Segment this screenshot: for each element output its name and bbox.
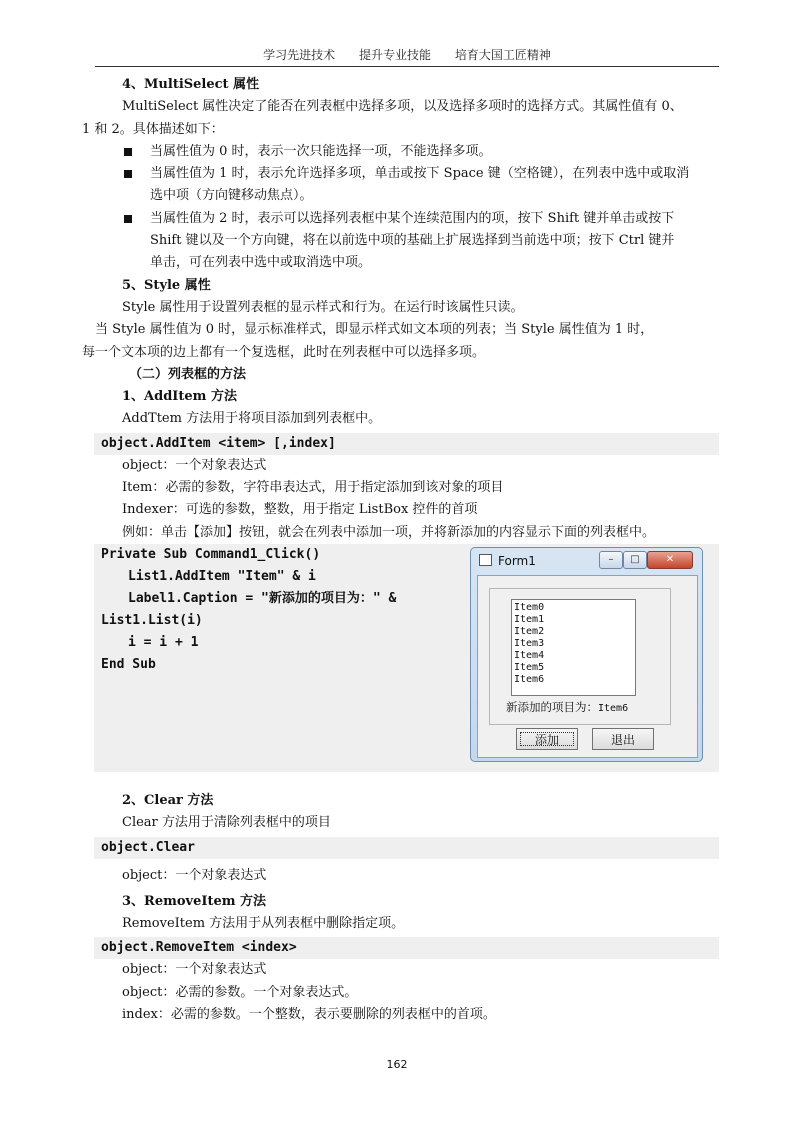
syntax-clear: object.Clear bbox=[94, 837, 719, 859]
page-number: 162 bbox=[386, 1058, 408, 1071]
page-header bbox=[95, 46, 719, 67]
label1-prefix: 新添加的项目为： bbox=[506, 699, 598, 714]
paragraph: object：必需的参数。一个对象表达式。 bbox=[122, 984, 358, 1000]
form1-window bbox=[470, 547, 703, 762]
code-line: List1.List(i) bbox=[101, 612, 203, 628]
page-content bbox=[82, 74, 719, 1026]
label1 bbox=[506, 699, 628, 715]
paragraph: Indexer：可选的参数，整数，用于指定 ListBox 控件的首项 bbox=[122, 502, 478, 518]
window-title bbox=[479, 554, 536, 568]
section-heading-methods: （二）列表框的方法 bbox=[129, 366, 247, 382]
bullet-text: 当属性值为 0 时，表示一次只能选择一项，不能选择多项。 bbox=[150, 143, 492, 159]
syntax-removeitem: object.RemoveItem <index> bbox=[94, 937, 719, 959]
code-line: Label1.Caption = "新添加的项目为：" & bbox=[128, 590, 397, 606]
paragraph: object：一个对象表达式 bbox=[122, 962, 267, 978]
minimize-button[interactable]: – bbox=[599, 551, 623, 569]
paragraph: index：必需的参数。一个整数，表示要删除的列表框中的首项。 bbox=[122, 1007, 496, 1023]
window-title-text: Form1 bbox=[498, 553, 536, 568]
code-line: End Sub bbox=[101, 656, 156, 672]
bullet-text: 当属性值为 2 时，表示可以选择列表框中某个连续范围内的项，按下 Shift 键并单击或按下 bbox=[150, 210, 675, 226]
frame-container bbox=[489, 588, 671, 725]
paragraph: Clear 方法用于清除列表框中的项目 bbox=[122, 815, 331, 831]
code-line: i = i + 1 bbox=[128, 634, 199, 650]
bullet-item bbox=[95, 208, 719, 275]
form-icon bbox=[479, 554, 492, 566]
list-item[interactable]: Item6 bbox=[514, 673, 545, 685]
paragraph: RemoveItem 方法用于从列表框中删除指定项。 bbox=[122, 916, 405, 932]
close-button[interactable]: ✕ bbox=[647, 551, 693, 569]
paragraph: object：一个对象表达式 bbox=[122, 457, 267, 473]
add-button[interactable]: 添加 bbox=[516, 728, 578, 750]
header-part2: 提升专业技能 bbox=[358, 48, 431, 62]
code-line: Private Sub Command1_Click() bbox=[101, 546, 321, 562]
exit-button[interactable]: 退出 bbox=[592, 728, 654, 750]
list-item[interactable]: Item3 bbox=[514, 637, 545, 649]
header-part1: 学习先进技术 bbox=[263, 48, 336, 62]
bullet-item bbox=[95, 163, 719, 208]
paragraph: 例如：单击【添加】按钮，就会在列表中添加一项，并将新添加的内容显示下面的列表框中。 bbox=[122, 524, 656, 540]
header-part3: 培育大国工匠精神 bbox=[454, 48, 551, 62]
section-heading-style: 5、Style 属性 bbox=[122, 277, 211, 293]
paragraph: Item：必需的参数，字符串表达式，用于指定添加到该对象的项目 bbox=[122, 480, 504, 496]
paragraph: Style 属性用于设置列表框的显示样式和行为。在运行时该属性只读。 bbox=[122, 299, 524, 315]
method-heading-clear: 2、Clear 方法 bbox=[122, 792, 214, 808]
paragraph: 每一个文本项的边上都有一个复选框，此时在列表框中可以选择多项。 bbox=[82, 344, 486, 360]
method-heading-additem: 1、AddItem 方法 bbox=[122, 389, 237, 405]
bullet-text: Shift 键以及一个方向键，将在以前选中项的基础上扩展选择到当前选中项；按下 Ctrl 键并 bbox=[150, 233, 675, 249]
code-example-block bbox=[94, 544, 719, 772]
list1-listbox[interactable] bbox=[511, 599, 636, 696]
section-heading-multiselect: 4、MultiSelect 属性 bbox=[122, 77, 260, 92]
paragraph: AddTtem 方法用于将项目添加到列表框中。 bbox=[122, 411, 382, 427]
paragraph: 1 和 2。具体描述如下： bbox=[82, 121, 224, 137]
code-line: List1.AddItem "Item" & i bbox=[128, 568, 316, 584]
method-heading-removeitem: 3、RemoveItem 方法 bbox=[122, 893, 267, 909]
bullet-item bbox=[95, 141, 719, 163]
bullet-square-icon bbox=[124, 215, 132, 223]
maximize-button[interactable]: □ bbox=[623, 551, 647, 569]
list-item[interactable]: Item5 bbox=[514, 661, 545, 673]
paragraph: 当 Style 属性值为 0 时，显示标准样式，即显示样式如文本项的列表；当 Style 属性值为 1 时， bbox=[95, 322, 654, 338]
bullet-square-icon bbox=[124, 148, 132, 156]
label1-value: Item6 bbox=[598, 702, 629, 714]
paragraph: object：一个对象表达式 bbox=[122, 867, 267, 883]
list-item[interactable]: Item2 bbox=[514, 625, 545, 637]
bullet-square-icon bbox=[124, 170, 132, 178]
bullet-text: 单击，可在列表中选中或取消选中项。 bbox=[150, 255, 372, 271]
list-item[interactable]: Item0 bbox=[514, 601, 545, 613]
syntax-additem: object.AddItem <item> [,index] bbox=[94, 433, 719, 455]
paragraph: MultiSelect 属性决定了能否在列表框中选择多项，以及选择多项时的选择方式。其属性值有 0、 bbox=[122, 99, 683, 115]
list-item[interactable]: Item1 bbox=[514, 613, 545, 625]
window-client-area bbox=[477, 575, 698, 758]
bullet-text: 当属性值为 1 时，表示允许选择多项，单击或按下 Space 键（空格键），在列表中选中或取消 bbox=[150, 166, 690, 182]
list-item[interactable]: Item4 bbox=[514, 649, 545, 661]
bullet-text: 选中项（方向键移动焦点）。 bbox=[150, 188, 313, 204]
